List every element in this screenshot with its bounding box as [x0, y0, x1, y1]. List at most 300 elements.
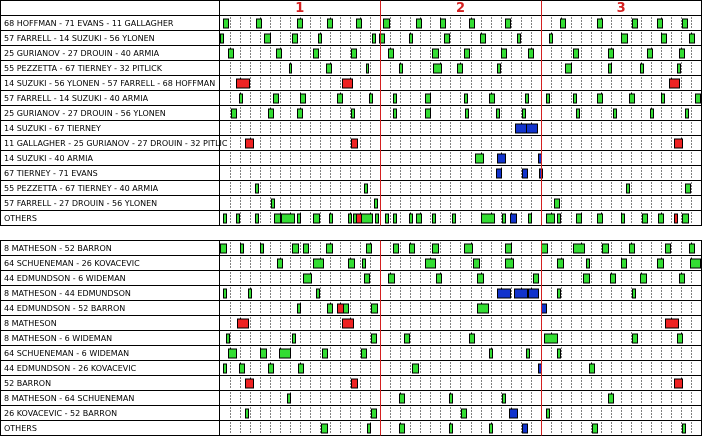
- line-label: 14 SUZUKI - 40 ARMIA: [4, 154, 93, 163]
- shift-block-even[interactable]: [365, 184, 368, 193]
- line-row[interactable]: [1, 271, 702, 285]
- shift-block-powerplay[interactable]: [497, 169, 502, 178]
- shift-block-even[interactable]: [662, 34, 667, 43]
- shift-block-even[interactable]: [413, 364, 419, 373]
- shift-block-even[interactable]: [319, 34, 322, 43]
- dot-grid: [231, 333, 692, 345]
- shift-block-powerplay[interactable]: [515, 289, 528, 298]
- shift-block-even[interactable]: [641, 274, 647, 283]
- dot-grid: [231, 93, 692, 105]
- line-row[interactable]: [1, 316, 702, 330]
- shift-block-even[interactable]: [365, 274, 370, 283]
- line-label: 44 EDMUNDSON - 26 KOVACEVIC: [4, 364, 137, 373]
- shift-block-even[interactable]: [256, 214, 259, 223]
- line-label: 8 MATHESON - 64 SCHUENEMAN: [4, 394, 135, 403]
- shift-block-even[interactable]: [304, 274, 312, 283]
- shift-block-even[interactable]: [609, 394, 614, 403]
- shift-block-even[interactable]: [410, 34, 413, 43]
- shift-block-even[interactable]: [490, 94, 495, 103]
- shift-block-even[interactable]: [433, 244, 439, 253]
- shift-block-even[interactable]: [394, 109, 397, 118]
- shift-block-even[interactable]: [410, 244, 415, 253]
- shift-block-even[interactable]: [240, 364, 245, 373]
- shift-block-even[interactable]: [558, 349, 561, 358]
- line-label: 8 MATHESON - 6 WIDEMAN: [4, 334, 113, 343]
- shift-block-even[interactable]: [400, 64, 403, 73]
- line-label: 68 HOFFMAN - 71 EVANS - 11 GALLAGHER: [4, 19, 174, 28]
- shift-block-even[interactable]: [304, 244, 309, 253]
- shift-block-even[interactable]: [237, 214, 240, 223]
- line-row[interactable]: [4, 18, 692, 30]
- shift-block-even[interactable]: [257, 19, 262, 28]
- shift-block-even[interactable]: [666, 244, 671, 253]
- shift-block-even[interactable]: [314, 49, 319, 58]
- shift-block-even[interactable]: [555, 199, 560, 208]
- shift-block-even[interactable]: [450, 394, 453, 403]
- shift-block-even[interactable]: [370, 94, 373, 103]
- shift-block-even[interactable]: [246, 409, 249, 418]
- line-row[interactable]: [1, 286, 702, 300]
- line-label: 8 MATHESON - 52 BARRON: [4, 244, 112, 253]
- shift-block-even[interactable]: [417, 214, 422, 223]
- shift-block-even[interactable]: [550, 34, 553, 43]
- shift-block-even[interactable]: [275, 214, 281, 223]
- shift-block-even[interactable]: [417, 19, 422, 28]
- shift-block-even[interactable]: [574, 244, 585, 253]
- shift-block-even[interactable]: [299, 364, 304, 373]
- shift-block-even[interactable]: [584, 274, 590, 283]
- line-label: 8 MATHESON - 44 EDMUNDSON: [4, 289, 131, 298]
- shift-block-penalty[interactable]: [675, 139, 683, 148]
- shift-block-even[interactable]: [633, 334, 638, 343]
- shift-block-even[interactable]: [593, 424, 598, 433]
- shift-block-even[interactable]: [680, 274, 685, 283]
- shift-block-even[interactable]: [394, 244, 399, 253]
- dot-grid: [231, 168, 692, 180]
- shift-block-even[interactable]: [384, 19, 390, 28]
- shift-block-even[interactable]: [357, 19, 362, 28]
- dot-grid: [231, 138, 692, 150]
- line-row[interactable]: [1, 136, 702, 150]
- shift-block-even[interactable]: [598, 214, 603, 223]
- shift-block-even[interactable]: [373, 34, 376, 43]
- line-label: 44 EDMUNDSON - 6 WIDEMAN: [4, 274, 126, 283]
- shift-block-even[interactable]: [277, 49, 282, 58]
- shift-block-even[interactable]: [445, 34, 450, 43]
- shift-block-even[interactable]: [232, 109, 237, 118]
- line-row[interactable]: [4, 243, 695, 255]
- shift-block-even[interactable]: [690, 244, 695, 253]
- shift-block-even[interactable]: [349, 214, 352, 223]
- shift-block-even[interactable]: [658, 19, 663, 28]
- shift-block-even[interactable]: [375, 199, 378, 208]
- shift-block-penalty[interactable]: [237, 79, 250, 88]
- shift-block-even[interactable]: [577, 109, 580, 118]
- shift-block-even[interactable]: [362, 349, 367, 358]
- shift-block-even[interactable]: [686, 109, 689, 118]
- period-label-1: 1: [295, 1, 305, 16]
- shift-block-even[interactable]: [478, 274, 484, 283]
- shift-block-powerplay[interactable]: [529, 289, 539, 298]
- shift-block-even[interactable]: [683, 19, 688, 28]
- line-label: 8 MATHESON: [4, 319, 57, 328]
- shift-block-even[interactable]: [317, 289, 320, 298]
- shift-block-even[interactable]: [529, 214, 532, 223]
- line-row[interactable]: [1, 346, 702, 360]
- shift-block-even[interactable]: [400, 424, 405, 433]
- shift-block-penalty[interactable]: [666, 319, 679, 328]
- line-row[interactable]: [1, 106, 702, 120]
- shift-block-even[interactable]: [229, 349, 237, 358]
- shift-block-even[interactable]: [241, 244, 244, 253]
- line-label: 25 GURIANOV - 27 DROUIN - 40 ARMIA: [4, 49, 160, 58]
- shift-block-even[interactable]: [686, 184, 691, 193]
- shift-block-even[interactable]: [497, 109, 500, 118]
- line-row[interactable]: [1, 421, 702, 435]
- line-row[interactable]: [1, 166, 702, 180]
- shift-block-penalty[interactable]: [238, 319, 249, 328]
- shift-block-even[interactable]: [282, 214, 295, 223]
- shift-block-powerplay[interactable]: [511, 214, 517, 223]
- dot-grid: [231, 378, 692, 390]
- line-row[interactable]: [1, 406, 702, 420]
- shift-block-even[interactable]: [272, 199, 275, 208]
- shift-block-even[interactable]: [323, 349, 328, 358]
- shift-block-even[interactable]: [389, 274, 395, 283]
- shift-block-even[interactable]: [328, 19, 333, 28]
- shift-block-even[interactable]: [503, 394, 506, 403]
- shift-block-even[interactable]: [437, 274, 442, 283]
- shift-block-even[interactable]: [322, 424, 328, 433]
- shift-block-even[interactable]: [344, 304, 349, 313]
- shift-block-even[interactable]: [574, 49, 579, 58]
- dot-grid: [231, 153, 692, 165]
- shift-block-even[interactable]: [261, 349, 267, 358]
- shift-block-even[interactable]: [523, 109, 526, 118]
- shift-block-even[interactable]: [426, 94, 431, 103]
- shift-block-penalty[interactable]: [343, 319, 354, 328]
- shift-block-even[interactable]: [465, 49, 470, 58]
- shift-block-even[interactable]: [314, 259, 324, 268]
- line-label: 55 PEZZETTA - 67 TIERNEY - 32 PITLICK: [4, 64, 162, 73]
- line-row[interactable]: [1, 301, 702, 315]
- shift-block-penalty[interactable]: [352, 379, 358, 388]
- shift-block-even[interactable]: [433, 214, 436, 223]
- shift-block-even[interactable]: [490, 424, 493, 433]
- shift-block-even[interactable]: [293, 244, 299, 253]
- line-label: 64 SCHUENEMAN - 26 KOVACEVIC: [4, 259, 140, 268]
- shift-block-penalty[interactable]: [338, 304, 344, 313]
- line-label: 57 FARRELL - 14 SUZUKI - 56 YLONEN: [4, 34, 155, 43]
- dot-grid: [231, 348, 692, 360]
- shift-block-powerplay[interactable]: [542, 304, 547, 313]
- shift-block-even[interactable]: [462, 409, 467, 418]
- line-label: 57 FARRELL - 14 SUZUKI - 40 ARMIA: [4, 94, 149, 103]
- shift-block-even[interactable]: [352, 49, 357, 58]
- shift-block-even[interactable]: [481, 34, 486, 43]
- shift-block-even[interactable]: [426, 109, 431, 118]
- shift-block-even[interactable]: [643, 214, 648, 223]
- shift-block-penalty[interactable]: [675, 379, 683, 388]
- shift-block-powerplay[interactable]: [516, 124, 527, 133]
- shift-block-even[interactable]: [498, 64, 501, 73]
- shift-block-even[interactable]: [288, 394, 291, 403]
- dot-grid: [231, 288, 692, 300]
- shift-block-even[interactable]: [338, 94, 343, 103]
- line-row[interactable]: [1, 376, 702, 390]
- shift-block-even[interactable]: [474, 259, 480, 268]
- shift-block-even[interactable]: [261, 244, 264, 253]
- shift-block-even[interactable]: [328, 304, 333, 313]
- shift-block-even[interactable]: [298, 19, 303, 28]
- shift-block-even[interactable]: [547, 94, 550, 103]
- shift-block-even[interactable]: [224, 214, 227, 223]
- shift-block-even[interactable]: [683, 424, 686, 433]
- shift-block-even[interactable]: [547, 409, 550, 418]
- line-row[interactable]: [1, 76, 702, 90]
- shift-block-even[interactable]: [574, 94, 577, 103]
- shift-block-powerplay[interactable]: [523, 424, 528, 433]
- shift-block-even[interactable]: [372, 334, 377, 343]
- shift-block-even[interactable]: [352, 109, 355, 118]
- shift-block-even[interactable]: [648, 49, 653, 58]
- shift-block-even[interactable]: [577, 214, 582, 223]
- shift-block-even[interactable]: [630, 244, 635, 253]
- shift-block-even[interactable]: [389, 49, 394, 58]
- shift-block-even[interactable]: [503, 214, 506, 223]
- shift-block-powerplay[interactable]: [510, 409, 518, 418]
- line-row[interactable]: [1, 196, 702, 210]
- shift-block-even[interactable]: [609, 64, 612, 73]
- shift-block-even[interactable]: [394, 214, 397, 223]
- shift-block-even[interactable]: [298, 109, 303, 118]
- shift-block-even[interactable]: [482, 214, 495, 223]
- shift-block-even[interactable]: [527, 349, 530, 358]
- shift-block-even[interactable]: [478, 304, 489, 313]
- shift-block-even[interactable]: [506, 19, 511, 28]
- shift-block-even[interactable]: [367, 64, 369, 73]
- shift-block-even[interactable]: [518, 34, 521, 43]
- line-label: 52 BARRON: [4, 379, 52, 388]
- shift-block-even[interactable]: [470, 19, 475, 28]
- shift-block-even[interactable]: [327, 64, 332, 73]
- shift-block-even[interactable]: [224, 289, 227, 298]
- shift-block-even[interactable]: [394, 94, 397, 103]
- shift-block-even[interactable]: [327, 244, 333, 253]
- line-label: 26 KOVACEVIC - 52 BARRON: [4, 409, 118, 418]
- shift-block-even[interactable]: [278, 259, 283, 268]
- shift-block-penalty[interactable]: [246, 379, 254, 388]
- shift-block-even[interactable]: [696, 94, 701, 103]
- line-row[interactable]: [1, 331, 702, 345]
- shift-block-even[interactable]: [227, 334, 230, 343]
- dot-grid: [231, 318, 692, 330]
- shift-block-even[interactable]: [558, 214, 561, 223]
- shift-block-even[interactable]: [265, 34, 271, 43]
- shift-block-even[interactable]: [441, 19, 446, 28]
- line-row[interactable]: [1, 361, 702, 375]
- shift-block-powerplay[interactable]: [498, 289, 511, 298]
- shift-block-even[interactable]: [221, 244, 227, 253]
- shift-block-even[interactable]: [466, 109, 469, 118]
- shift-block-even[interactable]: [622, 34, 628, 43]
- line-row[interactable]: [1, 151, 702, 165]
- shift-block-even[interactable]: [598, 94, 603, 103]
- shift-block-even[interactable]: [622, 259, 627, 268]
- shift-block-even[interactable]: [598, 19, 603, 28]
- shift-block-even[interactable]: [662, 94, 665, 103]
- shift-block-even[interactable]: [269, 109, 274, 118]
- shift-block-even[interactable]: [630, 94, 635, 103]
- line-row[interactable]: [1, 211, 702, 225]
- dot-grid: [231, 48, 692, 60]
- shift-block-even[interactable]: [611, 274, 616, 283]
- shift-block-even[interactable]: [558, 289, 561, 298]
- shift-block-even[interactable]: [290, 64, 292, 73]
- shift-block-even[interactable]: [547, 214, 555, 223]
- shift-block-even[interactable]: [561, 19, 566, 28]
- shift-block-even[interactable]: [651, 109, 654, 118]
- shift-block-even[interactable]: [465, 244, 473, 253]
- shift-block-even[interactable]: [641, 64, 644, 73]
- shift-block-even[interactable]: [627, 184, 630, 193]
- shift-block-even[interactable]: [690, 34, 695, 43]
- shift-block-even[interactable]: [240, 94, 243, 103]
- shift-block-even[interactable]: [433, 49, 439, 58]
- shift-block-even[interactable]: [405, 334, 410, 343]
- shift-block-even[interactable]: [658, 259, 664, 268]
- shift-block-even[interactable]: [603, 244, 609, 253]
- period-label-2: 2: [455, 1, 466, 16]
- dot-grid: [231, 123, 692, 135]
- shift-block-powerplay[interactable]: [523, 169, 528, 178]
- line-label: 57 FARRELL - 27 DROUIN - 56 YLONEN: [4, 199, 158, 208]
- shift-block-even[interactable]: [476, 154, 484, 163]
- shift-block-even[interactable]: [400, 394, 405, 403]
- shift-block-even[interactable]: [590, 364, 595, 373]
- shift-block-even[interactable]: [434, 64, 442, 73]
- shift-block-even[interactable]: [458, 64, 463, 73]
- shift-block-even[interactable]: [622, 214, 625, 223]
- line-row[interactable]: [1, 31, 702, 45]
- shift-block-even[interactable]: [678, 334, 683, 343]
- shift-block-even[interactable]: [221, 34, 224, 43]
- shift-block-even[interactable]: [229, 49, 234, 58]
- shift-block-even[interactable]: [249, 289, 252, 298]
- line-row[interactable]: [1, 46, 702, 60]
- line-row[interactable]: [1, 181, 702, 195]
- shift-block-even[interactable]: [280, 349, 291, 358]
- shift-block-even[interactable]: [502, 49, 507, 58]
- shift-block-even[interactable]: [609, 49, 614, 58]
- shift-block-even[interactable]: [274, 94, 279, 103]
- dot-grid: [231, 78, 692, 90]
- shift-block-powerplay[interactable]: [527, 124, 538, 133]
- period-label-3: 3: [616, 1, 626, 16]
- shift-block-even[interactable]: [465, 94, 468, 103]
- period-header: [1, 1, 702, 16]
- shift-block-even[interactable]: [224, 364, 227, 373]
- shift-block-even[interactable]: [506, 244, 512, 253]
- shift-block-even[interactable]: [363, 259, 366, 268]
- shift-block-even[interactable]: [293, 34, 298, 43]
- dot-grid: [231, 198, 692, 210]
- shift-block-even[interactable]: [376, 214, 379, 223]
- shift-block-even[interactable]: [372, 304, 378, 313]
- shift-block-even[interactable]: [683, 214, 689, 223]
- shift-block-even[interactable]: [224, 19, 229, 28]
- shift-block-even[interactable]: [470, 334, 475, 343]
- shift-block-even[interactable]: [526, 94, 529, 103]
- line-row[interactable]: [1, 91, 702, 105]
- shift-block-even[interactable]: [542, 244, 548, 253]
- shift-block-even[interactable]: [691, 259, 701, 268]
- shift-block-even[interactable]: [587, 259, 590, 268]
- shift-block-even[interactable]: [633, 289, 636, 298]
- shift-block-even[interactable]: [410, 214, 413, 223]
- shift-block-penalty[interactable]: [670, 79, 680, 88]
- shift-block-even[interactable]: [450, 424, 453, 433]
- shift-block-even[interactable]: [506, 259, 514, 268]
- shift-block-even[interactable]: [386, 214, 389, 223]
- shift-block-even[interactable]: [659, 214, 664, 223]
- shift-block-even[interactable]: [298, 214, 301, 223]
- line-label: OTHERS: [4, 214, 37, 223]
- shift-block-even[interactable]: [678, 64, 681, 73]
- shift-block-even[interactable]: [529, 49, 534, 58]
- shift-block-even[interactable]: [545, 334, 558, 343]
- line-label: 44 EDMUNDSON - 52 BARRON: [4, 304, 126, 313]
- shift-block-penalty[interactable]: [675, 214, 678, 223]
- line-label: 67 TIERNEY - 71 EVANS: [4, 169, 98, 178]
- shift-block-even[interactable]: [680, 49, 685, 58]
- shift-block-even[interactable]: [566, 64, 572, 73]
- shift-block-even[interactable]: [558, 259, 564, 268]
- line-label: 25 GURIANOV - 27 DROUIN - 56 YLONEN: [4, 109, 166, 118]
- shift-block-penalty[interactable]: [246, 139, 254, 148]
- line-label: 14 SUZUKI - 67 TIERNEY: [4, 124, 101, 133]
- line-label: OTHERS: [4, 424, 37, 433]
- shift-block-even[interactable]: [330, 214, 333, 223]
- shift-block-even[interactable]: [633, 19, 638, 28]
- shift-block-even[interactable]: [368, 424, 371, 433]
- shift-block-even[interactable]: [269, 364, 274, 373]
- lines-panel-2: [1, 241, 702, 436]
- shift-block-even[interactable]: [349, 259, 355, 268]
- shift-block-even[interactable]: [426, 259, 436, 268]
- shift-block-even[interactable]: [490, 349, 493, 358]
- shift-block-penalty[interactable]: [357, 214, 362, 223]
- shift-block-penalty[interactable]: [352, 139, 358, 148]
- shift-block-powerplay[interactable]: [498, 154, 506, 163]
- shift-block-even[interactable]: [301, 94, 306, 103]
- shift-block-even[interactable]: [372, 409, 377, 418]
- shift-block-even[interactable]: [453, 214, 456, 223]
- shift-block-even[interactable]: [256, 184, 259, 193]
- line-row[interactable]: [1, 61, 702, 75]
- dot-grid: [231, 183, 692, 195]
- shift-block-even[interactable]: [293, 334, 296, 343]
- shift-block-even[interactable]: [314, 214, 320, 223]
- shift-block-even[interactable]: [367, 244, 372, 253]
- shift-block-even[interactable]: [298, 304, 301, 313]
- shift-block-even[interactable]: [614, 109, 617, 118]
- line-row[interactable]: [1, 121, 702, 135]
- shift-block-penalty[interactable]: [343, 79, 353, 88]
- shift-block-even[interactable]: [534, 274, 539, 283]
- line-row[interactable]: [1, 391, 702, 405]
- line-row[interactable]: [1, 256, 702, 270]
